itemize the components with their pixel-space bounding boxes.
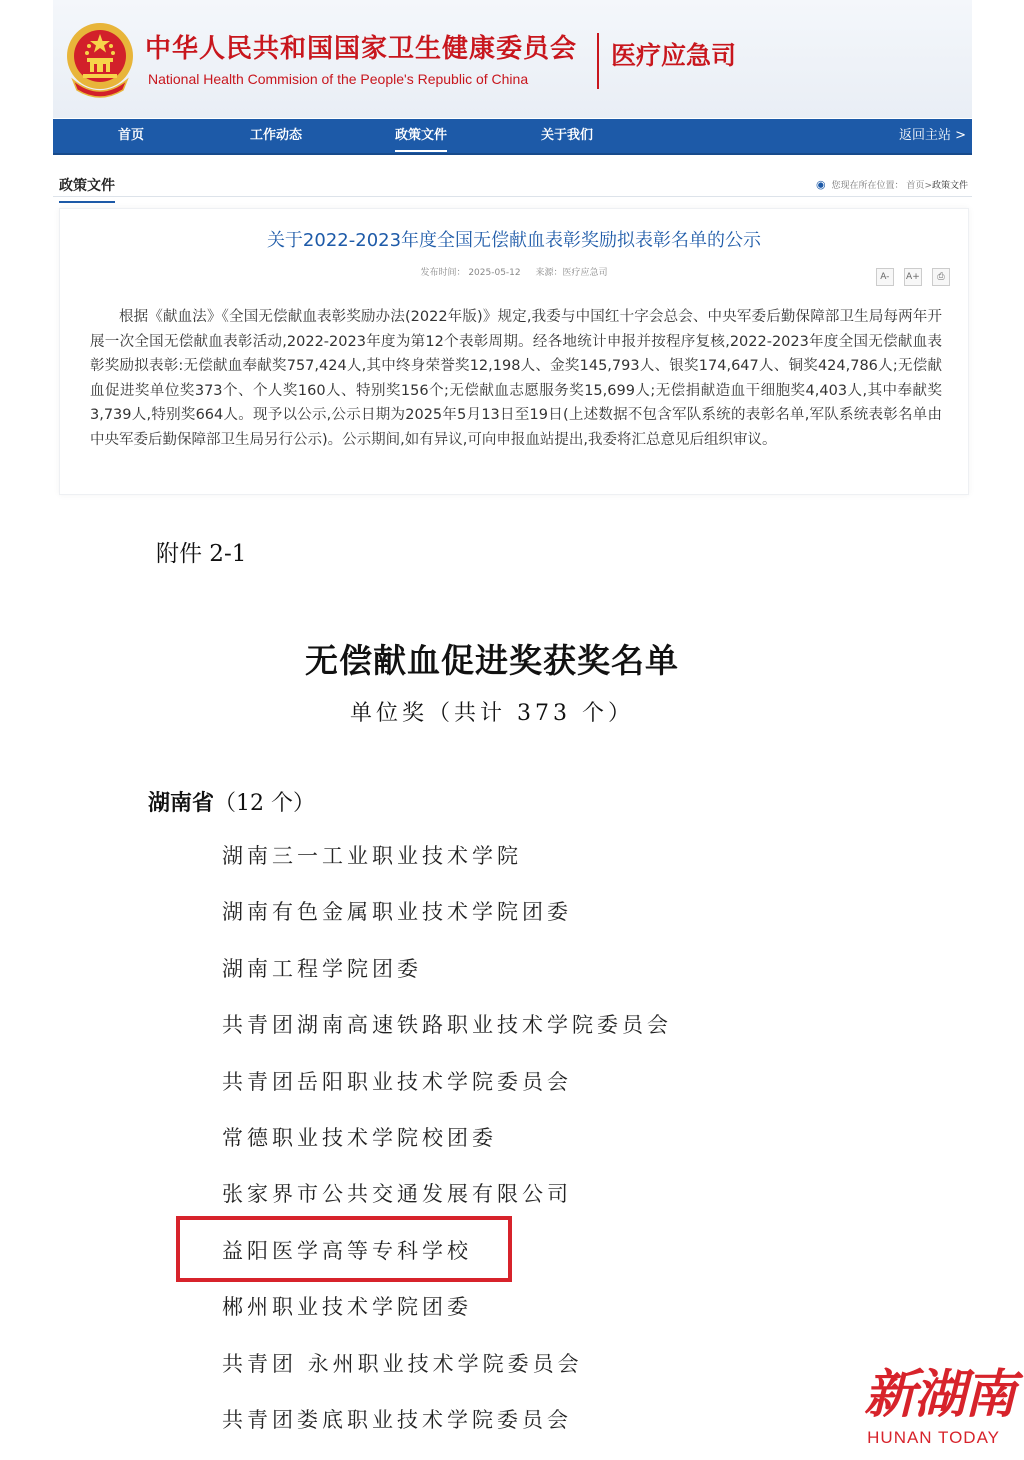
highlight-box [176,1216,512,1282]
list-item: 常德职业技术学院校团委 [222,1125,497,1150]
document-title: 无偿献血促进奖获奖名单 [305,641,679,680]
list-item: 共青团 永州职业技术学院委员会 [222,1351,583,1376]
font-decrease-button[interactable]: A- [876,268,894,286]
font-increase-button[interactable]: A+ [904,268,922,286]
logo-subtext: HUNAN TODAY [867,1428,1000,1447]
breadcrumb-home-link[interactable]: 首页 [906,181,925,191]
main-nav [53,119,972,155]
publish-date: 发布时间： 2025-05-12 [420,268,521,278]
list-item: 共青团湖南高速铁路职业技术学院委员会 [222,1013,672,1038]
breadcrumb-current: 政策文件 [931,181,968,191]
nav-item-policy-docs[interactable]: 政策文件 [395,119,447,152]
hunan-today-logo [854,1352,1014,1452]
article-card [59,208,969,495]
nav-item-home[interactable]: 首页 [118,128,145,143]
article-source: 来源：医疗应急司 [535,268,608,278]
breadcrumb-divider [53,196,972,197]
header-divider [597,33,599,89]
list-item: 共青团娄底职业技术学院委员会 [222,1407,572,1432]
article-title: 关于2022-2023年度全国无偿献血表彰奖励拟表彰名单的公示 [266,230,762,251]
province-heading [148,786,315,817]
province-count: （12 个） [214,791,316,816]
print-icon[interactable]: ⎙ [932,268,950,286]
section-title: 政策文件 [59,175,115,203]
list-item: 湖南有色金属职业技术学院团委 [222,900,572,925]
attachment-label: 附件 2-1 [156,541,247,567]
logo-text: 新湖南 [863,1364,1014,1425]
national-emblem-icon [65,20,135,98]
list-item: 共青团岳阳职业技术学院委员会 [222,1069,572,1094]
article-meta [60,265,968,278]
list-item: 郴州职业技术学院团委 [222,1295,472,1320]
back-to-main-site-link[interactable]: 返回主站 > [898,128,966,143]
nav-item-about-us[interactable]: 关于我们 [541,128,594,143]
breadcrumb-separator: > [924,181,932,191]
breadcrumb [816,178,968,191]
award-unit-list [222,840,672,1460]
list-item: 湖南三一工业职业技术学院 [222,844,522,868]
department-name: 医疗应急司 [611,41,737,70]
list-item: 张家界市公共交通发展有限公司 [222,1182,572,1207]
list-item-highlighted: 益阳医学高等专科学校 [222,1238,472,1263]
article-tools [871,264,950,286]
breadcrumb-prefix: 您现在所在位置： [831,181,904,191]
org-name-en: National Health Commision of the People's Republic of China [148,71,529,87]
province-name: 湖南省 [148,791,215,816]
article-body: 根据《献血法》《全国无偿献血表彰奖励办法(2022年版)》规定,我委与中国红十字会总会、中央军委后勤保障部卫生局每两年开展一次全国无偿献血表彰活动,2022-2023年度为第12个表彰周期。经各地统计申报并按程序复核,2022-2023年度全国无偿献血表彰奖励拟表彰:无偿献血奉献奖757,424人,其中终身荣誉奖12,198人、金奖145,793人、银奖174,647人、铜奖424,786人;无偿献血促进奖单位奖373个、个人奖160人、特别奖156个;无偿献血志愿服务奖15,699人;无偿捐献造血干细胞奖4,403人,其中奉献奖3,739人,特别奖664人。现予以公示,公示日期为2025年5月13日至19日(上述数据不包含军队系统的表彰名单,军队系统表彰名单由中央军委后勤保障部卫生局另行公示)。公示期间,如有异议,可向申报血站提出,我委将汇总意见后组织审议。 [90,309,942,448]
nav-item-work-news[interactable]: 工作动态 [250,128,303,143]
list-item: 湖南工程学院团委 [222,956,422,981]
org-name-cn: 中华人民共和国国家卫生健康委员会 [145,34,578,64]
location-pin-icon: ◉ [816,178,826,191]
document-subtitle: 单位奖（共计 373 个） [350,701,634,726]
site-header [53,0,972,118]
